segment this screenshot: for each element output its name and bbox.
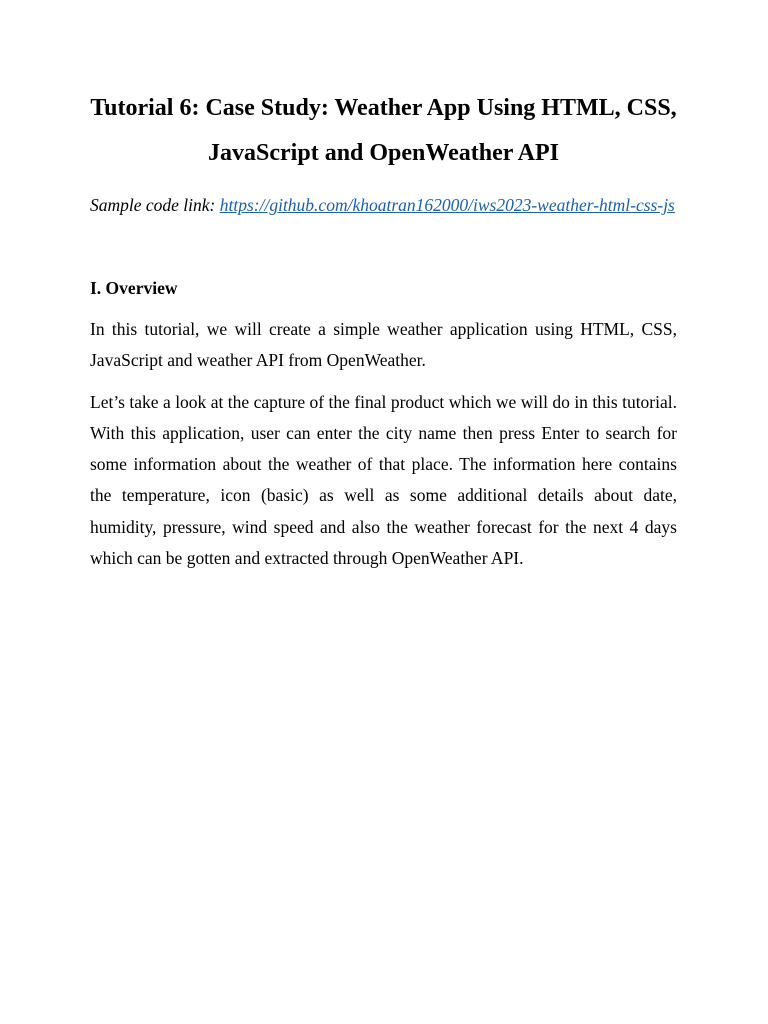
sample-code-link[interactable]: https://github.com/khoatran162000/iws2023-weather-html-css-js — [219, 195, 675, 215]
overview-paragraph-1: In this tutorial, we will create a simple weather application using HTML, CSS, JavaScript and weather API from OpenWeather. — [90, 319, 677, 371]
overview-paragraph-2: Let’s take a look at the capture of the final product which we will do in this tutorial. With this application, user can enter the city name then press Enter to search for some information about the weather of that place. The information here contains the temperature, icon (basic) as well as some additional details about date, humidity, pressure, wind speed and also the weather forecast for the next 4 days which can be gotten and extracted through OpenWeather API. — [90, 391, 677, 569]
sample-code-label: Sample code link: — [90, 195, 220, 215]
section-heading-overview: I. Overview — [90, 278, 178, 298]
page-title: Tutorial 6: Case Study: Weather App Using HTML, CSS, JavaScript and OpenWeather API — [90, 95, 677, 166]
sample-code-line — [90, 190, 677, 221]
document-page — [90, 86, 677, 574]
